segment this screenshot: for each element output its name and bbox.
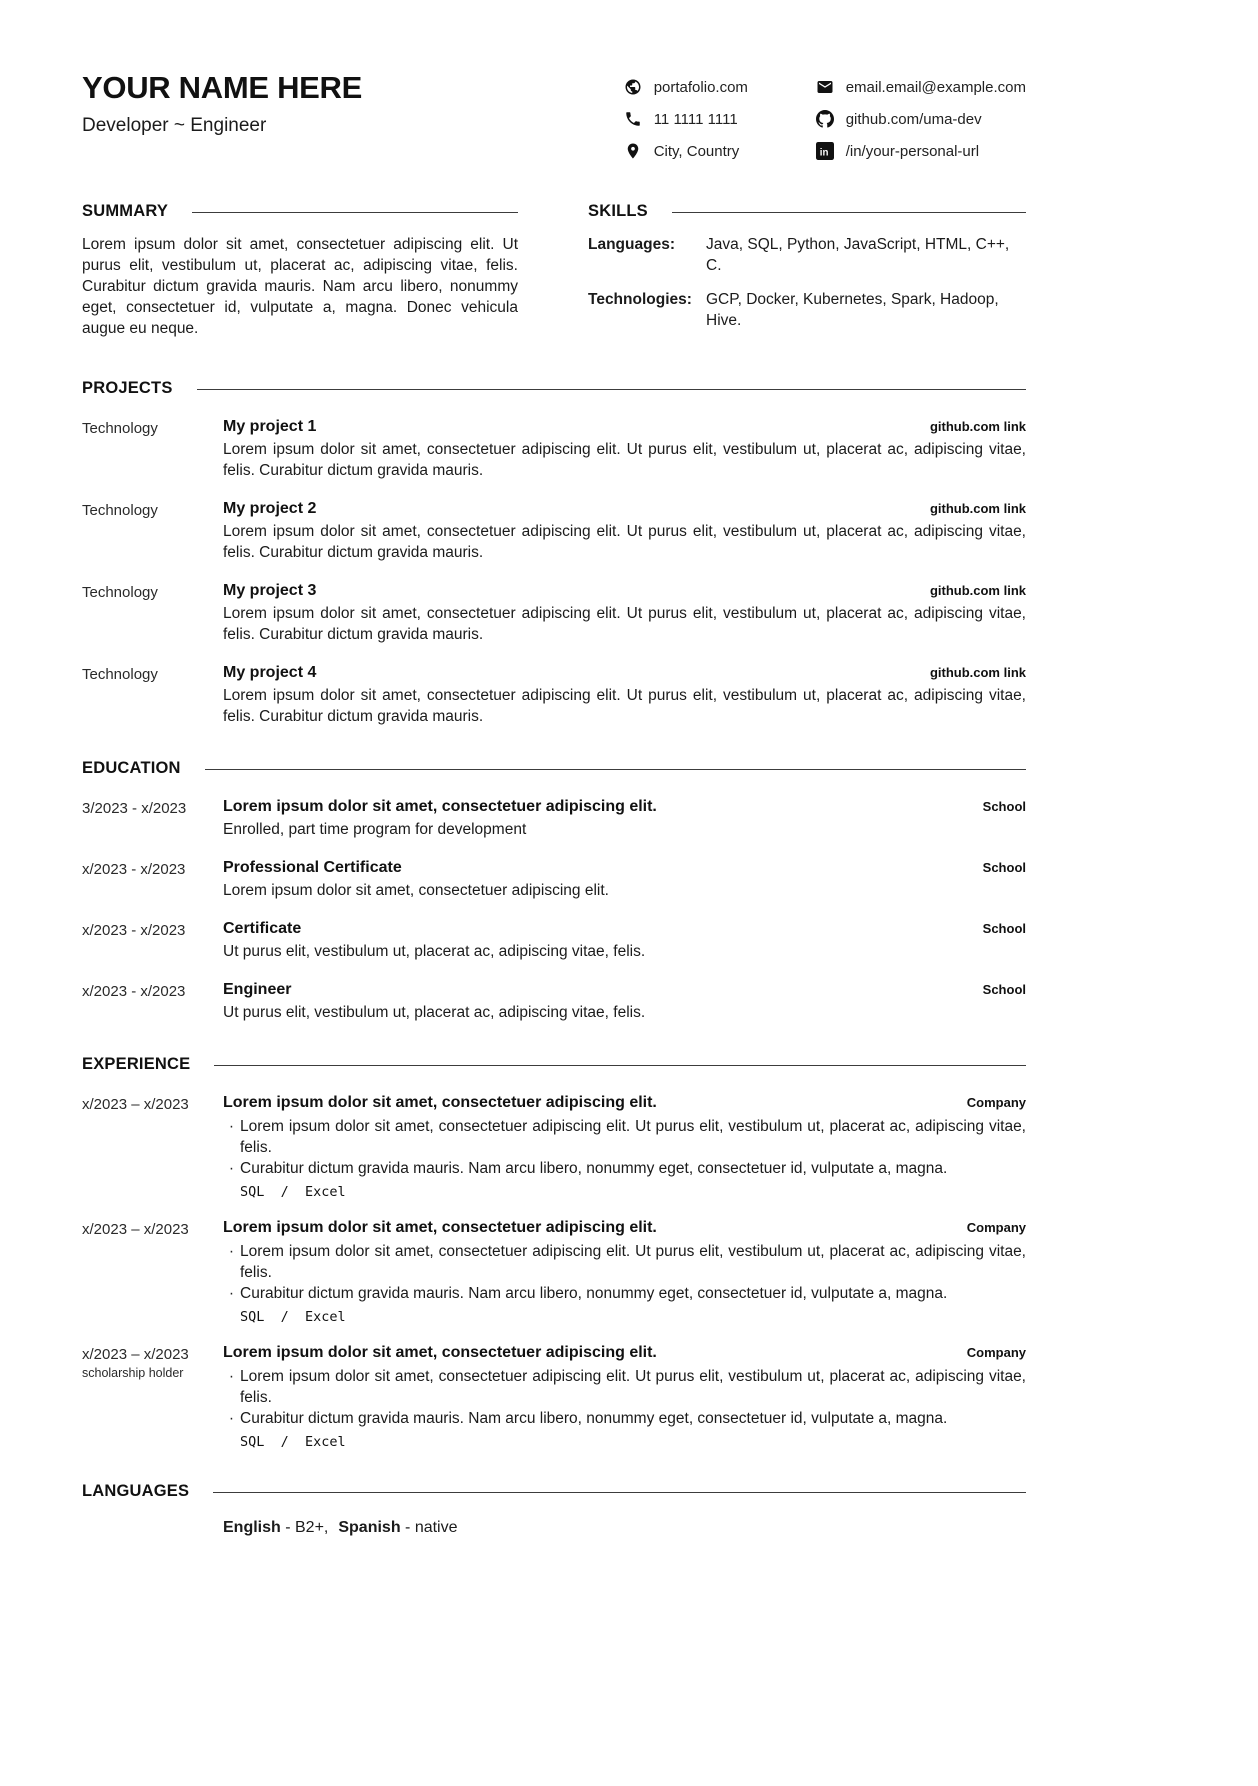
- experience-bullet: Curabitur dictum gravida mauris. Nam arcu libero, nonummy eget, consectetuer id, vulputate a, magna.: [240, 1410, 948, 1427]
- svg-text:in: in: [819, 147, 829, 159]
- contact-grid: [624, 78, 1026, 160]
- bullet-dot: ·: [228, 1368, 235, 1385]
- experience-bullet: Lorem ipsum dolor sit amet, consectetuer adipiscing elit. Ut purus elit, vestibulum ut, placerat ac, adipiscing vitae, felis.: [240, 1243, 1026, 1281]
- skill-value: Java, SQL, Python, JavaScript, HTML, C++, C.: [706, 236, 1010, 274]
- summary-section: [82, 202, 518, 339]
- education-school: School: [982, 982, 1026, 997]
- education-entry: [82, 981, 1026, 1023]
- section-rule: [197, 389, 1026, 390]
- education-description: Ut purus elit, vestibulum ut, placerat ac, adipiscing vitae, felis.: [223, 943, 646, 960]
- experience-role: Lorem ipsum dolor sit amet, consectetuer adipiscing elit.: [223, 1219, 657, 1236]
- contact-linkedin[interactable]: [816, 142, 1026, 160]
- education-description: Enrolled, part time program for development: [223, 821, 527, 838]
- contact-email-text: email.email@example.com: [845, 78, 1026, 96]
- project-entry: [82, 500, 1026, 563]
- education-dates: x/2023 - x/2023: [82, 983, 186, 1000]
- skills-header: [588, 202, 1026, 221]
- experience-entry: [82, 1094, 1026, 1200]
- experience-section: [82, 1055, 1026, 1450]
- section-rule: [192, 212, 518, 213]
- project-title: My project 2: [223, 500, 317, 517]
- contact-email[interactable]: [816, 78, 1026, 96]
- experience-bullets: [223, 1241, 1026, 1304]
- languages-title: LANGUAGES: [82, 1482, 190, 1500]
- experience-bullet: Curabitur dictum gravida mauris. Nam arcu libero, nonummy eget, consectetuer id, vulputate a, magna.: [240, 1160, 948, 1177]
- experience-tools: SQL / Excel: [240, 1309, 346, 1325]
- bullet-dot: ·: [228, 1410, 235, 1427]
- person-name: YOUR NAME HERE: [82, 70, 362, 105]
- experience-bullets: [223, 1366, 1026, 1429]
- skill-label: Technologies:: [588, 291, 692, 308]
- project-entry: [82, 418, 1026, 481]
- contact-phone-text: 11 1111 1111: [653, 110, 738, 128]
- education-entry: [82, 859, 1026, 901]
- education-description: Lorem ipsum dolor sit amet, consectetuer adipiscing elit.: [223, 882, 609, 899]
- experience-company: Company: [966, 1095, 1026, 1110]
- experience-tools: SQL / Excel: [240, 1434, 346, 1450]
- education-school: School: [982, 921, 1026, 936]
- experience-dates: x/2023 – x/2023: [82, 1096, 189, 1113]
- bullet-dot: ·: [228, 1118, 235, 1135]
- skills-section: [588, 202, 1026, 339]
- education-section: [82, 759, 1026, 1023]
- summary-text: Lorem ipsum dolor sit amet, consectetuer adipiscing elit. Ut purus elit, vestibulum ut, placerat ac, adipiscing vitae, felis. Curabitur dictum gravida mauris. Nam arcu libero, nonummy eget, consectetuer id, vulputate a, magna. Donec vehicula augue eu neque.: [82, 236, 518, 337]
- github-icon: [816, 110, 834, 128]
- experience-company: Company: [966, 1220, 1026, 1235]
- experience-dates: x/2023 – x/2023: [82, 1346, 189, 1363]
- project-github-link[interactable]: github.com link: [929, 583, 1026, 598]
- project-technology: Technology: [82, 502, 158, 519]
- bullet-dot: ·: [228, 1160, 235, 1177]
- project-github-link[interactable]: github.com link: [929, 419, 1026, 434]
- linkedin-icon: [816, 142, 834, 160]
- summary-title: SUMMARY: [82, 202, 169, 220]
- project-title: My project 3: [223, 582, 317, 599]
- projects-section: [82, 379, 1026, 727]
- skill-value: GCP, Docker, Kubernetes, Spark, Hadoop, Hive.: [706, 291, 999, 329]
- project-title: My project 4: [223, 664, 317, 681]
- skill-row-technologies: [588, 289, 1026, 331]
- experience-bullet: Curabitur dictum gravida mauris. Nam arcu libero, nonummy eget, consectetuer id, vulputate a, magna.: [240, 1285, 948, 1302]
- experience-bullet: Lorem ipsum dolor sit amet, consectetuer adipiscing elit. Ut purus elit, vestibulum ut, placerat ac, adipiscing vitae, felis.: [240, 1368, 1026, 1406]
- globe-icon: [624, 78, 642, 96]
- education-description: Ut purus elit, vestibulum ut, placerat ac, adipiscing vitae, felis.: [223, 1004, 646, 1021]
- experience-bullets: [223, 1116, 1026, 1179]
- language-name: Spanish: [338, 1519, 401, 1536]
- education-degree: Professional Certificate: [223, 859, 402, 876]
- languages-header: [82, 1482, 1026, 1501]
- section-rule: [214, 1065, 1026, 1066]
- project-description: Lorem ipsum dolor sit amet, consectetuer adipiscing elit. Ut purus elit, vestibulum ut, placerat ac, adipiscing vitae, felis. Curabitur dictum gravida mauris.: [223, 605, 1026, 643]
- experience-header: [82, 1055, 1026, 1074]
- project-github-link[interactable]: github.com link: [929, 501, 1026, 516]
- phone-icon: [624, 110, 642, 128]
- contact-location-text: City, Country: [653, 142, 740, 160]
- languages-line: [223, 1519, 1026, 1537]
- project-description: Lorem ipsum dolor sit amet, consectetuer adipiscing elit. Ut purus elit, vestibulum ut, placerat ac, adipiscing vitae, felis. Curabitur dictum gravida mauris.: [223, 523, 1026, 561]
- experience-entry: [82, 1219, 1026, 1325]
- language-name: English: [223, 1519, 281, 1536]
- project-title: My project 1: [223, 418, 317, 435]
- email-icon: [816, 78, 834, 96]
- contact-phone[interactable]: [624, 110, 816, 128]
- project-entry: [82, 582, 1026, 645]
- project-entry: [82, 664, 1026, 727]
- project-technology: Technology: [82, 420, 158, 437]
- summary-skills-row: [82, 202, 1026, 339]
- experience-note: scholarship holder: [82, 1366, 184, 1380]
- contact-portfolio[interactable]: [624, 78, 816, 96]
- education-header: [82, 759, 1026, 778]
- language-level: - native: [400, 1519, 458, 1536]
- experience-tools: SQL / Excel: [240, 1184, 346, 1200]
- education-degree: Lorem ipsum dolor sit amet, consectetuer adipiscing elit.: [223, 798, 657, 815]
- language-level: - B2+,: [280, 1519, 329, 1536]
- projects-title: PROJECTS: [82, 379, 173, 397]
- contact-github[interactable]: [816, 110, 1026, 128]
- project-description: Lorem ipsum dolor sit amet, consectetuer adipiscing elit. Ut purus elit, vestibulum ut, placerat ac, adipiscing vitae, felis. Curabitur dictum gravida mauris.: [223, 441, 1026, 479]
- education-title: EDUCATION: [82, 759, 181, 777]
- contact-linkedin-text: /in/your-personal-url: [845, 142, 980, 160]
- education-dates: x/2023 - x/2023: [82, 922, 186, 939]
- education-dates: x/2023 - x/2023: [82, 861, 186, 878]
- experience-entry: [82, 1344, 1026, 1450]
- bullet-dot: ·: [228, 1243, 235, 1260]
- contact-location[interactable]: [624, 142, 816, 160]
- project-description: Lorem ipsum dolor sit amet, consectetuer adipiscing elit. Ut purus elit, vestibulum ut, placerat ac, adipiscing vitae, felis. Curabitur dictum gravida mauris.: [223, 687, 1026, 725]
- education-school: School: [982, 860, 1026, 875]
- education-school: School: [982, 799, 1026, 814]
- project-technology: Technology: [82, 666, 158, 683]
- experience-title: EXPERIENCE: [82, 1055, 191, 1073]
- skill-row-languages: [588, 234, 1026, 276]
- project-github-link[interactable]: github.com link: [929, 665, 1026, 680]
- bullet-dot: ·: [228, 1285, 235, 1302]
- identity-block: [82, 70, 362, 160]
- section-rule: [205, 769, 1026, 770]
- experience-role: Lorem ipsum dolor sit amet, consectetuer adipiscing elit.: [223, 1344, 657, 1361]
- section-rule: [672, 212, 1026, 213]
- education-degree: Certificate: [223, 920, 302, 937]
- education-dates: 3/2023 - x/2023: [82, 800, 187, 817]
- education-entry: [82, 798, 1026, 840]
- resume-header: [82, 70, 1026, 160]
- contact-portfolio-text: portafolio.com: [653, 78, 748, 96]
- experience-bullet: Lorem ipsum dolor sit amet, consectetuer adipiscing elit. Ut purus elit, vestibulum ut, placerat ac, adipiscing vitae, felis.: [240, 1118, 1026, 1156]
- languages-section: [82, 1482, 1026, 1537]
- education-entry: [82, 920, 1026, 962]
- section-rule: [213, 1492, 1026, 1493]
- education-degree: Engineer: [223, 981, 292, 998]
- projects-header: [82, 379, 1026, 398]
- location-icon: [624, 142, 642, 160]
- person-role: Developer ~ Engineer: [82, 115, 267, 136]
- skill-label: Languages:: [588, 236, 675, 253]
- project-technology: Technology: [82, 584, 158, 601]
- experience-role: Lorem ipsum dolor sit amet, consectetuer adipiscing elit.: [223, 1094, 657, 1111]
- skills-title: SKILLS: [588, 202, 648, 220]
- summary-header: [82, 202, 518, 221]
- contact-github-text: github.com/uma-dev: [845, 110, 982, 128]
- experience-company: Company: [966, 1345, 1026, 1360]
- experience-dates: x/2023 – x/2023: [82, 1221, 189, 1238]
